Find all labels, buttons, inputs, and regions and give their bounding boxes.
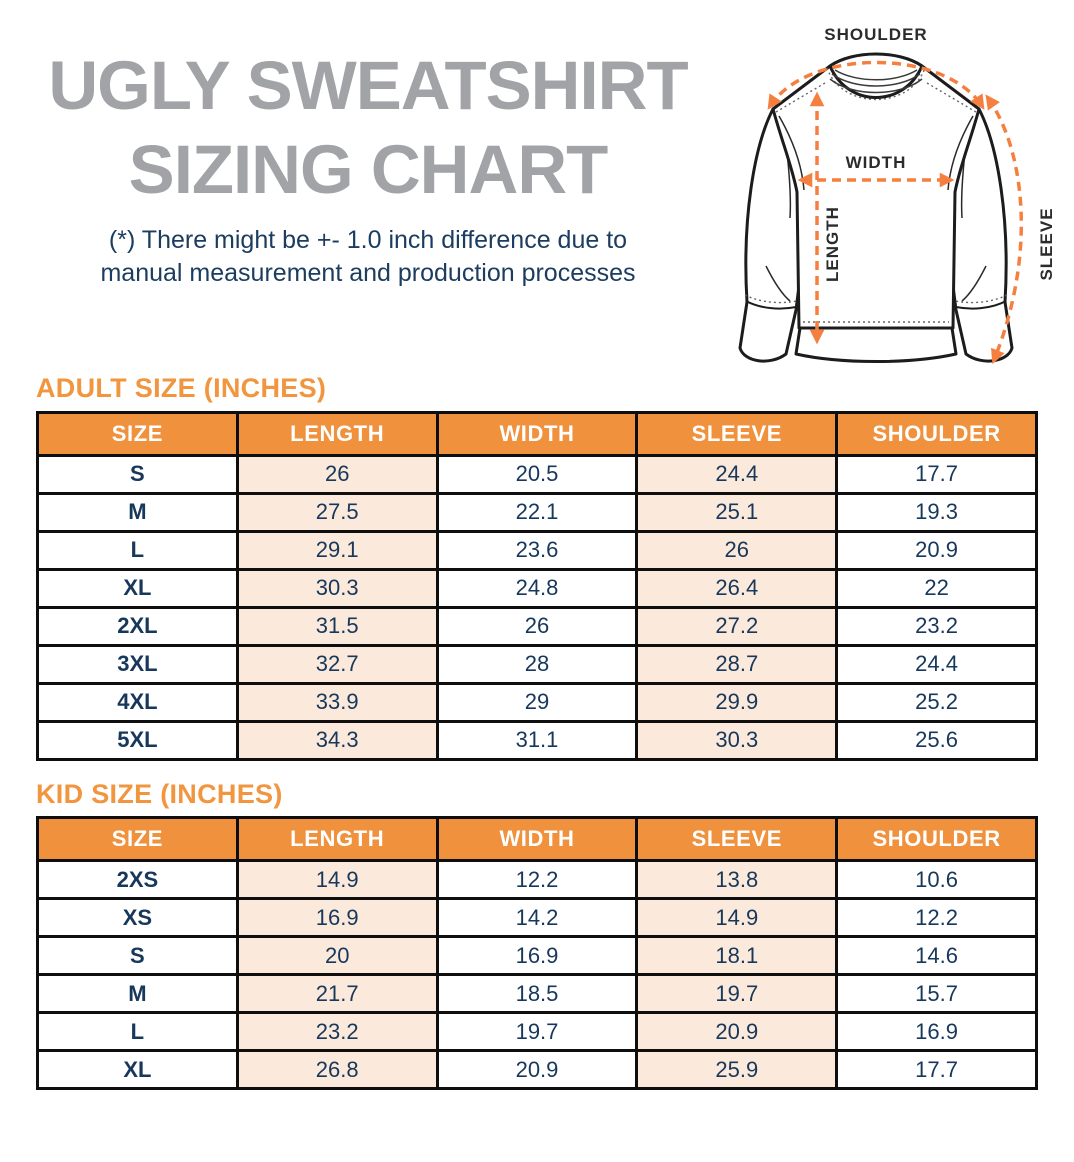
shoulder-cell: 10.6	[837, 861, 1037, 899]
shoulder-cell: 25.6	[837, 721, 1037, 759]
length-cell: 26.8	[237, 1051, 437, 1089]
column-header-length: LENGTH	[237, 818, 437, 861]
table-row	[38, 1051, 1037, 1089]
width-cell: 19.7	[437, 1013, 637, 1051]
size-cell: L	[38, 1013, 238, 1051]
size-cell: 5XL	[38, 721, 238, 759]
sweatshirt-diagram	[726, 4, 1074, 388]
adult-size-section	[0, 374, 1074, 761]
length-cell: 30.3	[237, 569, 437, 607]
adult-size-table	[36, 411, 1038, 761]
title-block	[0, 44, 736, 289]
column-header-size: SIZE	[38, 412, 238, 455]
size-cell: XS	[38, 899, 238, 937]
adult-header-row	[38, 412, 1037, 455]
sleeve-cell: 27.2	[637, 607, 837, 645]
shoulder-cell: 19.3	[837, 493, 1037, 531]
shoulder-cell: 23.2	[837, 607, 1037, 645]
sleeve-cell: 29.9	[637, 683, 837, 721]
sleeve-cell: 28.7	[637, 645, 837, 683]
length-cell: 27.5	[237, 493, 437, 531]
sleeve-cell: 20.9	[637, 1013, 837, 1051]
adult-section-heading: ADULT SIZE (INCHES)	[36, 373, 327, 403]
disclaimer-line2: manual measurement and production processes	[100, 258, 636, 287]
kid-header-row	[38, 818, 1037, 861]
length-measure-label: LENGTH	[823, 206, 842, 282]
table-row	[38, 531, 1037, 569]
sleeve-cell: 26.4	[637, 569, 837, 607]
table-row	[38, 721, 1037, 759]
length-cell: 21.7	[237, 975, 437, 1013]
sleeve-cell: 24.4	[637, 455, 837, 493]
width-cell: 23.6	[437, 531, 637, 569]
column-header-shoulder: SHOULDER	[837, 412, 1037, 455]
shoulder-measure-label: SHOULDER	[824, 25, 928, 44]
kid-section-heading: KID SIZE (INCHES)	[36, 778, 283, 809]
disclaimer-line1: (*) There might be +- 1.0 inch difference due to	[108, 226, 628, 255]
sleeve-cell: 25.1	[637, 493, 837, 531]
shoulder-cell: 20.9	[837, 531, 1037, 569]
width-cell: 28	[437, 645, 637, 683]
table-row	[38, 607, 1037, 645]
kid-size-table	[36, 816, 1038, 1090]
length-cell: 16.9	[237, 899, 437, 937]
size-cell: XL	[38, 569, 238, 607]
sweatshirt-measurement-illustration	[726, 4, 1074, 388]
sleeve-measure-label: SLEEVE	[1037, 207, 1056, 281]
length-cell: 14.9	[237, 861, 437, 899]
width-cell: 18.5	[437, 975, 637, 1013]
length-cell: 20	[237, 937, 437, 975]
column-header-width: WIDTH	[437, 412, 637, 455]
shoulder-cell: 25.2	[837, 683, 1037, 721]
width-cell: 20.5	[437, 455, 637, 493]
shoulder-cell: 17.7	[837, 455, 1037, 493]
sleeve-cell: 25.9	[637, 1051, 837, 1089]
length-cell: 26	[237, 455, 437, 493]
shoulder-cell: 12.2	[837, 899, 1037, 937]
width-cell: 12.2	[437, 861, 637, 899]
kid-size-section	[0, 780, 1074, 1091]
shoulder-cell: 17.7	[837, 1051, 1037, 1089]
table-row	[38, 975, 1037, 1013]
table-row	[38, 455, 1037, 493]
page-title-line1: UGLY SWEATSHIRT	[48, 47, 688, 124]
size-cell: M	[38, 493, 238, 531]
sleeve-cell: 18.1	[637, 937, 837, 975]
header-section	[0, 0, 1074, 372]
shoulder-cell: 15.7	[837, 975, 1037, 1013]
length-cell: 32.7	[237, 645, 437, 683]
width-cell: 16.9	[437, 937, 637, 975]
width-cell: 26	[437, 607, 637, 645]
size-cell: S	[38, 455, 238, 493]
size-cell: L	[38, 531, 238, 569]
width-cell: 31.1	[437, 721, 637, 759]
width-cell: 14.2	[437, 899, 637, 937]
length-cell: 31.5	[237, 607, 437, 645]
disclaimer-text	[0, 224, 736, 289]
table-row	[38, 861, 1037, 899]
column-header-length: LENGTH	[237, 412, 437, 455]
sleeve-cell: 30.3	[637, 721, 837, 759]
shoulder-cell: 14.6	[837, 937, 1037, 975]
column-header-size: SIZE	[38, 818, 238, 861]
size-cell: M	[38, 975, 238, 1013]
length-cell: 34.3	[237, 721, 437, 759]
shoulder-cell: 22	[837, 569, 1037, 607]
size-cell: 3XL	[38, 645, 238, 683]
sleeve-cell: 14.9	[637, 899, 837, 937]
size-cell: S	[38, 937, 238, 975]
table-row	[38, 569, 1037, 607]
table-row	[38, 645, 1037, 683]
table-row	[38, 1013, 1037, 1051]
width-cell: 24.8	[437, 569, 637, 607]
size-cell: XL	[38, 1051, 238, 1089]
length-cell: 23.2	[237, 1013, 437, 1051]
width-cell: 20.9	[437, 1051, 637, 1089]
table-row	[38, 899, 1037, 937]
table-row	[38, 937, 1037, 975]
width-measure-label: WIDTH	[845, 153, 907, 172]
shoulder-cell: 16.9	[837, 1013, 1037, 1051]
column-header-width: WIDTH	[437, 818, 637, 861]
page-title-line2: SIZING CHART	[128, 131, 608, 209]
sleeve-cell: 19.7	[637, 975, 837, 1013]
width-cell: 29	[437, 683, 637, 721]
shoulder-cell: 24.4	[837, 645, 1037, 683]
length-cell: 33.9	[237, 683, 437, 721]
column-header-shoulder: SHOULDER	[837, 818, 1037, 861]
sleeve-cell: 26	[637, 531, 837, 569]
length-cell: 29.1	[237, 531, 437, 569]
column-header-sleeve: SLEEVE	[637, 818, 837, 861]
table-row	[38, 493, 1037, 531]
size-cell: 2XL	[38, 607, 238, 645]
size-cell: 2XS	[38, 861, 238, 899]
table-row	[38, 683, 1037, 721]
size-cell: 4XL	[38, 683, 238, 721]
waistband	[796, 328, 956, 362]
column-header-sleeve: SLEEVE	[637, 412, 837, 455]
sleeve-cell: 13.8	[637, 861, 837, 899]
page-title	[0, 44, 736, 212]
width-cell: 22.1	[437, 493, 637, 531]
